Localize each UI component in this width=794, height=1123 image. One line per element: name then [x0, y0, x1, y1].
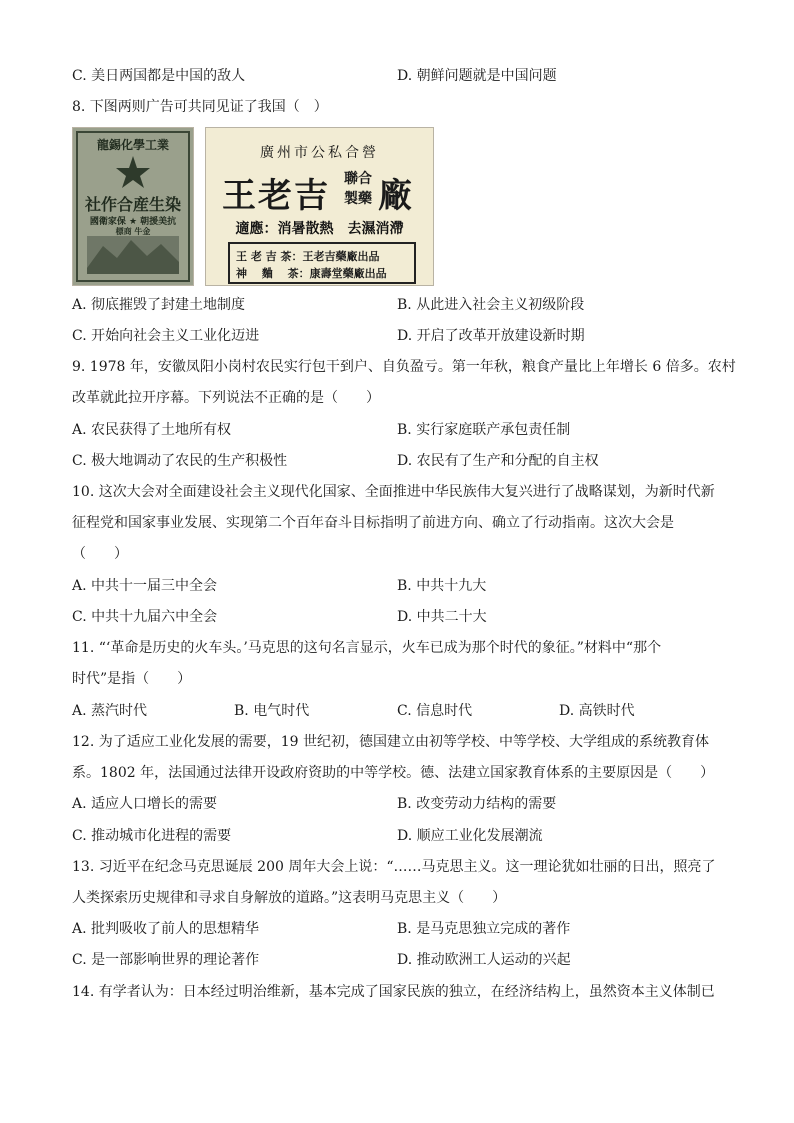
- q10-stem-line3: （ ）: [72, 546, 128, 562]
- q10-option-a: A. 中共十一届三中全会: [72, 578, 218, 594]
- q7-option-d: D. 朝鲜问题就是中国问题: [397, 68, 557, 84]
- q12-option-c: C. 推动城市化进程的需要: [72, 828, 232, 844]
- ad-wlj-header: 廣州市公私合營: [260, 145, 379, 161]
- ad-wlj-title-small-top: 聯合: [344, 171, 372, 187]
- ad-wlj-product1: 王 老 吉 茶：王老吉藥廠出品: [236, 250, 380, 263]
- q9-stem-line1: 9. 1978 年，安徽凤阳小岗村农民实行包干到户、自负盈亏。第一年秋，粮食产量比上年增长 6 倍多。农村: [72, 359, 736, 375]
- q9-stem-line2: 改革就此拉开序幕。下列说法不正确的是（ ）: [72, 390, 380, 406]
- q11-option-c: C. 信息时代: [397, 703, 473, 719]
- q12-option-d: D. 顺应工业化发展潮流: [397, 828, 543, 844]
- q10-option-b: B. 中共十九大: [397, 578, 487, 594]
- ad-wlj-tagline: 適應：消暑散熱 去濕消滯: [235, 221, 404, 237]
- q13-option-d: D. 推动欧洲工人运动的兴起: [397, 952, 571, 968]
- q12-stem-line1: 12. 为了适应工业化发展的需要，19 世纪初，德国建立由初等学校、中等学校、大学组成的系统教育体: [72, 734, 709, 750]
- q13-option-b: B. 是马克思独立完成的著作: [397, 921, 571, 937]
- q8-option-a: A. 彻底摧毁了封建土地制度: [72, 297, 246, 313]
- q9-option-c: C. 极大地调动了农民的生产积极性: [72, 453, 288, 469]
- ad-dye-line4: 標商 牛金: [115, 227, 151, 236]
- q8-option-d: D. 开启了改革开放建设新时期: [397, 328, 585, 344]
- q9-option-b: B. 实行家庭联产承包责任制: [397, 422, 571, 438]
- q11-stem-line1: 11. “‘革命是历史的火车头。’马克思的这句名言显示，火车已成为那个时代的象征。”材料中“那个: [72, 640, 662, 656]
- q12-option-b: B. 改变劳动力结构的需要: [397, 796, 557, 812]
- q8-option-b: B. 从此进入社会主义初级阶段: [397, 297, 585, 313]
- q9-option-d: D. 农民有了生产和分配的自主权: [397, 453, 599, 469]
- q10-option-d: D. 中共二十大: [397, 609, 487, 625]
- advertisement-wanglaoji: [205, 127, 434, 286]
- q7-option-c: C. 美日两国都是中国的敌人: [72, 68, 246, 84]
- q10-option-c: C. 中共十九届六中全会: [72, 609, 218, 625]
- q11-option-b: B. 电气时代: [234, 703, 310, 719]
- q10-stem-line1: 10. 这次大会对全面建设社会主义现代化国家、全面推进中华民族伟大复兴进行了战略谋划，为新时代新: [72, 484, 715, 500]
- ad-dye-line3: 國衛家保 ★ 朝援美抗: [89, 217, 177, 227]
- q12-option-a: A. 适应人口增长的需要: [72, 796, 218, 812]
- q11-option-a: A. 蒸汽时代: [72, 703, 148, 719]
- q12-stem-line2: 系。1802 年，法国通过法律开设政府资助的中等学校。德、法建立国家教育体系的主要原因是（ ）: [72, 765, 715, 781]
- advertisement-dye-cooperative: [72, 127, 194, 286]
- q10-stem-line2: 征程党和国家事业发展、实现第二个百年奋斗目标指明了前进方向、确立了行动指南。这次大会是: [72, 515, 674, 531]
- ad-wlj-title-end: 廠: [378, 176, 412, 216]
- ad-dye-line1: 龍錫化學工業: [96, 138, 169, 152]
- ad-dye-line2: 社作合産生染: [84, 195, 181, 214]
- q9-option-a: A. 农民获得了土地所有权: [72, 422, 232, 438]
- ad-wlj-title-small-bottom: 製藥: [344, 191, 372, 207]
- q8-option-c: C. 开始向社会主义工业化迈进: [72, 328, 260, 344]
- q14-stem-line1: 14. 有学者认为：日本经过明治维新，基本完成了国家民族的独立，在经济结构上，虽然资本主义体制已: [72, 984, 715, 1000]
- ad-wlj-product2: 神 麯 茶：康壽堂藥廠出品: [236, 267, 387, 280]
- ad-wlj-title: [222, 168, 422, 216]
- star-icon: [116, 156, 150, 188]
- q13-option-a: A. 批判吸收了前人的思想精华: [72, 921, 260, 937]
- q13-option-c: C. 是一部影响世界的理论著作: [72, 952, 260, 968]
- ad-wlj-title-main: 王老吉: [222, 176, 330, 216]
- q13-stem-line1: 13. 习近平在纪念马克思诞辰 200 周年大会上说：“……马克思主义。这一理论犹如壮丽的日出，照亮了: [72, 859, 716, 875]
- q8-stem: 8. 下图两则广告可共同见证了我国（ ）: [72, 99, 328, 115]
- q11-option-d: D. 高铁时代: [559, 703, 635, 719]
- q11-stem-line2: 时代”是指（ ）: [72, 671, 192, 687]
- q13-stem-line2: 人类探索历史规律和寻求自身解放的道路。”这表明马克思主义（ ）: [72, 890, 507, 906]
- ad-wlj-product-box: [228, 242, 416, 284]
